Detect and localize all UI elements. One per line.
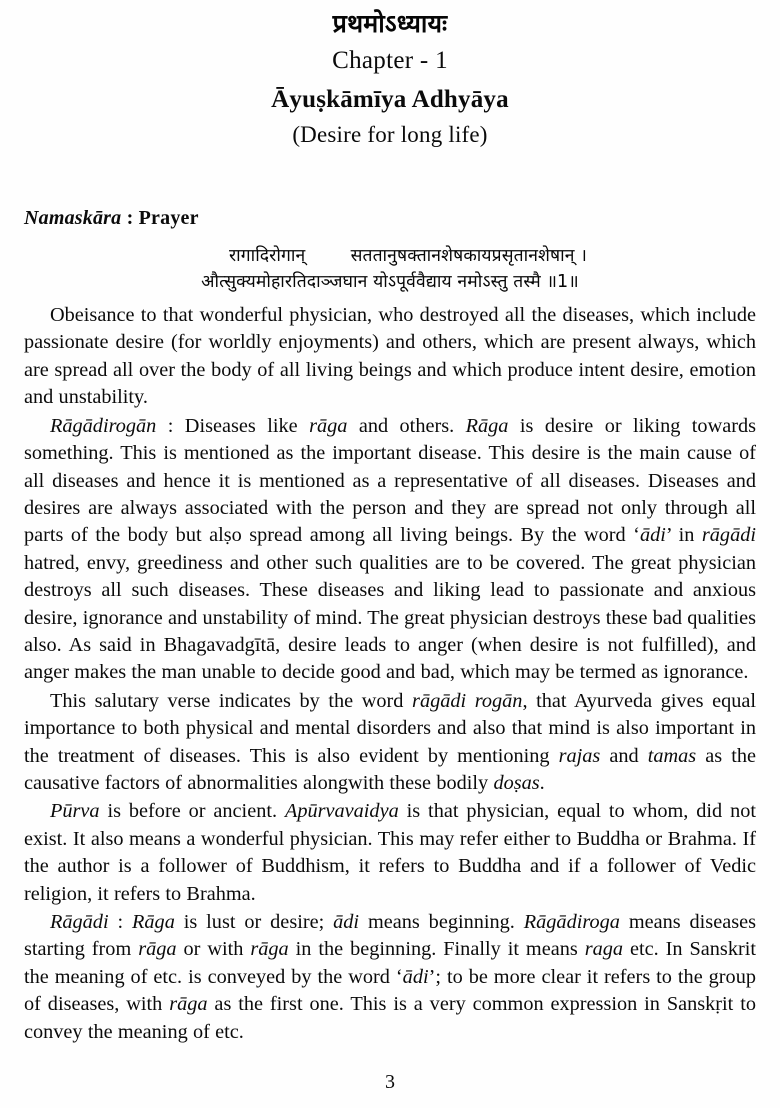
body-text [24, 302, 756, 1046]
term-raga: rāga [309, 414, 348, 437]
paragraph-salutary-verse [24, 688, 756, 798]
term-ragadi: rāgādi [701, 524, 756, 547]
verse-line-1: रागादिरोगान् सततानुषक्तानशेषकायप्रसृतानशेषान् । [228, 245, 588, 266]
term-raga: rāga [169, 993, 208, 1016]
paragraph-text: Obeisance to that wonderful physician, who destroyed all the diseases, which include passionate desire (for worldly enjoyments) and others, which are present always, which are spread all over the body of all living beings and which produce intent desire, emotion and unstability. [24, 304, 756, 409]
text-run: as the first one. This is a very common expression in Sanskṛit to convey the meaning of etc. [24, 993, 756, 1043]
term-rajas: rajas [558, 744, 601, 767]
text-run: and [600, 744, 648, 767]
text-run: is desire or liking towards something. This is mentioned as the important disease. This desire is the main cause of all diseases and hence it is mentioned as a representative of all diseases. Diseases and desires are always associated with the person and they are spread not only through all parts of the body but alṣo spread among all living beings. By the word ‘ [24, 414, 757, 547]
term-raga: Rāga [465, 414, 509, 437]
text-run: ’; to be more clear it refers to the group of diseases, with [24, 965, 756, 1016]
sanskrit-verse [0, 243, 780, 296]
text-run: as the causative factors of abnormalities alongwith these bodily [24, 744, 756, 794]
page-number: 3 [385, 1071, 395, 1093]
text-run: means diseases starting from [24, 911, 756, 961]
term-adi: ādi [639, 524, 666, 547]
term-adi: ādi [402, 965, 429, 988]
text-run: or with [176, 938, 251, 961]
term-tamas: tamas [647, 744, 697, 767]
term-ragadi: Rāgādi [50, 911, 109, 934]
paragraph-purva [24, 798, 756, 908]
text-run: hatred, envy, greediness and other such qualities are to be covered. The great physician destroys all such diseases. These diseases and liking lead to passionate and anxious desire, ignorance and unstability of mind. The great physician destroys these bad qualities also. As said in Bhagavadgītā, desire leads to anger (when desire is not fulfilled), and anger makes the man unable to decide good and bad, which may be termed as ignorance. [24, 551, 756, 684]
term-dosas: doṣas [493, 771, 540, 794]
text-run: . [539, 771, 545, 794]
text-run: This salutary verse indicates by the word [50, 689, 413, 712]
term-raga-plain: raga [584, 938, 624, 961]
text-run: is that physician, equal to whom, did not exist. It also means a wonderful physician. This may refer either to Buddha or Brahma. If the author is a follower of Buddhism, it refers to Buddha and if a follower of Vedic religion, it refers to Brahma. [24, 800, 756, 905]
term-ragadi-rogan: rāgādi rogān [412, 689, 523, 712]
chapter-header [0, 0, 780, 150]
term-apurvavaidya: Apūrvavaidya [284, 800, 399, 823]
text-run: and others. [347, 414, 466, 437]
section-heading-term: Namaskāra [24, 206, 122, 229]
term-purva: Pūrva [50, 800, 100, 823]
term-raga: Rāga [132, 911, 175, 934]
term-ragadirogan: Rāgādirogān [50, 414, 157, 437]
term-raga: rāga [250, 938, 289, 961]
text-run: is lust or desire; [174, 911, 334, 934]
section-heading-namaskara [24, 207, 780, 230]
term-raga: rāga [138, 938, 177, 961]
text-run: in the beginning. Finally it means [288, 938, 585, 961]
section-heading-gloss: : Prayer [121, 206, 199, 229]
term-ragadiroga: Rāgādiroga [523, 911, 620, 934]
text-run: : Diseases like [156, 414, 310, 437]
verse-line-2: औत्सुक्यमोहारतिदाञ्जघान योऽपूर्ववैद्याय नमोऽस्तु तस्मै ॥1॥ [201, 272, 579, 293]
chapter-transliterated-title: Āyuṣkāmīya Adhyāya [271, 85, 509, 113]
text-run: etc. In Sanskrit the meaning of etc. is conveyed by the word ‘ [24, 938, 756, 988]
paragraph-obeisance [24, 302, 756, 412]
text-run: , that Ayurveda gives equal importance to both physical and mental disorders and also that mind is also important in the treatment of diseases. This is also evident by mentioning [24, 689, 757, 767]
chapter-gloss: (Desire for long life) [292, 122, 488, 147]
term-adi: ādi [333, 911, 360, 934]
chapter-number-label: Chapter - 1 [332, 47, 448, 74]
sanskrit-chapter-title: प्रथमोऽध्यायः [332, 9, 448, 38]
text-run: ’ in [665, 524, 702, 547]
paragraph-ragadirogan [24, 413, 756, 687]
text-run: means beginning. [359, 911, 524, 934]
paragraph-ragadi [24, 909, 756, 1046]
text-run: is before or ancient. [99, 800, 285, 823]
text-run: : [108, 911, 133, 934]
